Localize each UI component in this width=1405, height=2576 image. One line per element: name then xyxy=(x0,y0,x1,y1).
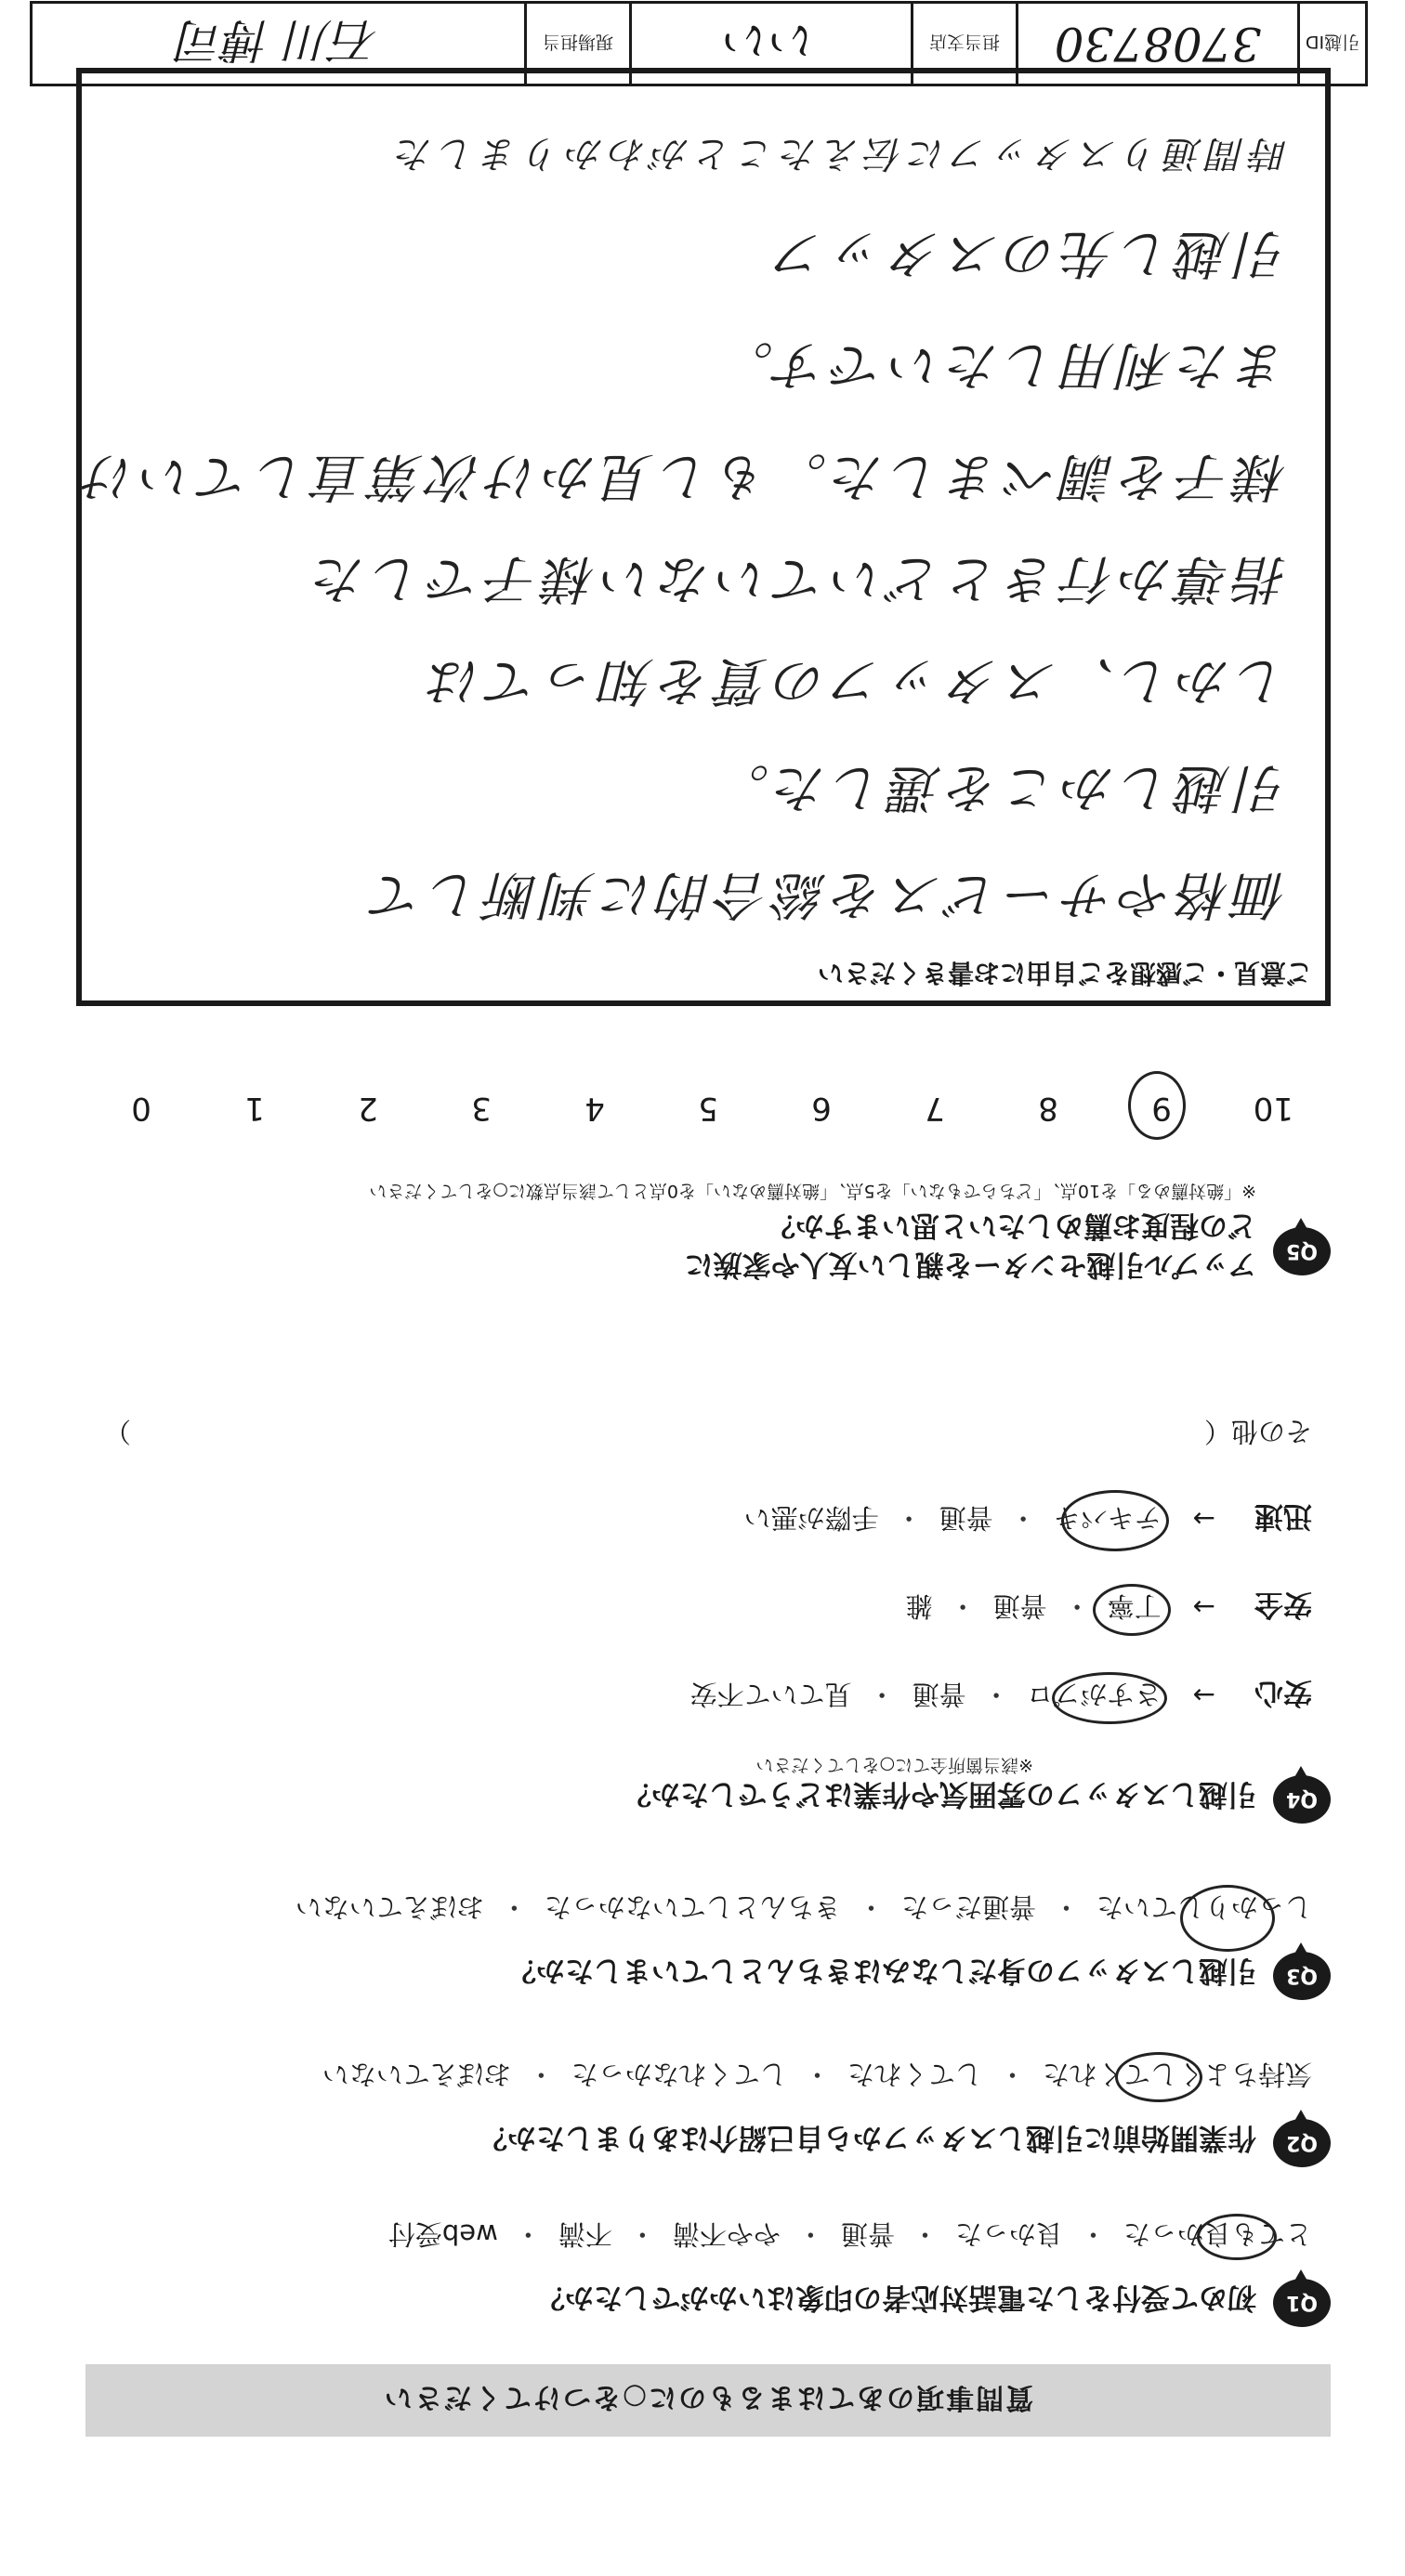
q5-score-6[interactable]: 6 xyxy=(811,1090,832,1127)
q1-options: とても良かった ・ 良かった ・ 普通 ・ やや不満 ・ 不満 ・ web受付 xyxy=(388,2216,1312,2255)
id-table xyxy=(30,1,1368,86)
q2-option-1[interactable]: 気持ちよくしてくれた xyxy=(1043,2057,1312,2095)
q4-other xyxy=(104,1414,1312,1452)
q5-note: ※「絶対薦める」を10点、「どちらでもない」を5点、「絶対薦めない」を0点として該当点数に○をしてください xyxy=(369,1181,1256,1201)
manager-value-cell: 石川 博司 xyxy=(177,13,379,67)
comment-line-7: 引越し先のスタッフ xyxy=(769,223,1288,283)
q3-text: 引越しスタッフの身だしなみはきちんとしていましたか？ xyxy=(507,1954,1256,1987)
comment-line-4: 指導か行きとどいていない様子でした xyxy=(309,548,1288,608)
comment-line-1: 価格やサービスを総合的に判断して xyxy=(366,864,1288,924)
comments-box[interactable] xyxy=(76,68,1331,1006)
q5-score-4[interactable]: 4 xyxy=(584,1090,605,1127)
q3-badge: Q3 xyxy=(1273,1952,1331,2000)
instruction-banner xyxy=(85,2364,1331,2437)
q4-row-1-option-1[interactable]: さすがプロ xyxy=(1027,1677,1162,1715)
q5-score-5[interactable]: 5 xyxy=(698,1090,718,1127)
q4-badge: Q4 xyxy=(1273,1775,1331,1824)
comment-line-3: しかし、スタッフの質を知っては xyxy=(424,650,1288,711)
q4-row-1-option-2[interactable]: 普通 xyxy=(912,1679,966,1710)
q1-text: 初めて受付をした電話対応者の印象はいかがでしたか？ xyxy=(536,2281,1256,2314)
q5-text-1: アップル引越センターを親しい友人や家族に xyxy=(684,1248,1256,1281)
q1-option-2[interactable]: 良かった xyxy=(954,2218,1063,2250)
q2-options: 気持ちよくしてくれた ・ してくれた ・ してくれなかった ・ おぼえていない xyxy=(322,2057,1312,2095)
q1-option-4[interactable]: やや不満 xyxy=(672,2218,781,2250)
q5-score-8[interactable]: 8 xyxy=(1038,1090,1058,1127)
q2-option-3[interactable]: してくれなかった xyxy=(571,2059,787,2090)
comment-line-2: 引越しかこを選した。 xyxy=(712,757,1288,817)
instruction-text: 質問事項のあてはまるものに○をつけてください xyxy=(382,2381,1034,2413)
q4-row-1-label: 安心 xyxy=(1254,1676,1312,1709)
q3-options: しっかりしていた ・ 普通だった ・ きちんとしていなかった ・ おぼえていない xyxy=(295,1890,1312,1928)
q1-option-5[interactable]: 不満 xyxy=(558,2218,612,2250)
id-value-cell: 3708730 xyxy=(1016,4,1297,84)
comment-line-6: また利用したいです。 xyxy=(716,334,1288,395)
comment-line-5: 様子を調べました。もし見かけ次第直していけ xyxy=(78,446,1288,506)
q5-score-9[interactable]: 9 xyxy=(1143,1090,1180,1127)
q4-row-2-label: 安全 xyxy=(1254,1588,1312,1621)
q2-badge: Q2 xyxy=(1273,2119,1331,2167)
q4-row-2: 安全 → 丁寧 ・ 普通 ・ 雑 xyxy=(906,1587,1312,1628)
q4-row-2-option-2[interactable]: 普通 xyxy=(992,1590,1047,1622)
q5-score-2[interactable]: 2 xyxy=(358,1090,378,1127)
q1-option-3[interactable]: 普通 xyxy=(840,2218,895,2250)
q2-option-4[interactable]: おぼえていない xyxy=(322,2059,511,2090)
q4-text: 引越しスタッフの雰囲気や作業はどうでしたか？ xyxy=(623,1777,1256,1811)
id-label-cell: 引越ID xyxy=(1297,4,1365,84)
q4-other-label: その他（ xyxy=(1203,1416,1312,1447)
q1-badge: Q1 xyxy=(1273,2279,1331,2327)
q5-score-7[interactable]: 7 xyxy=(925,1090,945,1127)
q2-option-2[interactable]: してくれた xyxy=(847,2059,982,2090)
q5-badge: Q5 xyxy=(1273,1227,1331,1275)
comment-line-8: 時間通りスタッフに伝えたことがわかりました xyxy=(390,132,1288,175)
q4-row-1: 安心 → さすがプロ ・ 普通 ・ 見ていて不安 xyxy=(690,1675,1312,1717)
q5-score-0[interactable]: 0 xyxy=(131,1090,151,1127)
q1-option-6[interactable]: web受付 xyxy=(387,2218,498,2250)
branch-label-cell: 担当支店 xyxy=(911,4,1016,84)
q3-option-4[interactable]: おぼえていない xyxy=(295,1891,484,1923)
q5-scale xyxy=(123,1090,1293,1127)
q4-row-3-option-2[interactable]: 普通 xyxy=(939,1502,993,1534)
q4-row-3-option-3[interactable]: 手際が悪い xyxy=(743,1502,879,1534)
q4-note: ※該当箇所全てに○をしてください xyxy=(755,1755,1033,1775)
q2-text: 作業開始前に引越しスタッフから自己紹介はありましたか？ xyxy=(479,2121,1256,2154)
q5-score-10[interactable]: 10 xyxy=(1253,1090,1293,1127)
comments-title: ご意見・ご感想をご自由にお書きください xyxy=(817,958,1312,988)
q1-option-1[interactable]: とても良かった xyxy=(1123,2216,1312,2255)
q5-text-2: どの程度お薦めしたいと思いますか？ xyxy=(767,1209,1256,1242)
q5-score-3[interactable]: 3 xyxy=(471,1090,492,1127)
manager-label-cell: 現場担当 xyxy=(524,4,629,84)
q4-row-2-option-1[interactable]: 丁寧 xyxy=(1108,1589,1162,1627)
q4-row-3-label: 迅速 xyxy=(1254,1499,1312,1533)
q4-other-close: ） xyxy=(104,1416,132,1447)
q4-row-1-option-3[interactable]: 見ていて不安 xyxy=(689,1679,852,1710)
q3-option-2[interactable]: 普通だった xyxy=(900,1891,1036,1923)
branch-value-cell: いい xyxy=(629,4,911,84)
q3-option-3[interactable]: きちんとしていなかった xyxy=(544,1891,841,1923)
q4-row-2-option-3[interactable]: 雑 xyxy=(905,1590,933,1622)
q4-row-3: 迅速 → テキパキ ・ 普通 ・ 手際が悪い xyxy=(744,1498,1312,1540)
q5-score-1[interactable]: 1 xyxy=(244,1090,265,1127)
q3-option-1[interactable]: しっかりしていた xyxy=(1096,1890,1312,1928)
q4-row-3-option-1[interactable]: テキパキ xyxy=(1054,1500,1162,1538)
